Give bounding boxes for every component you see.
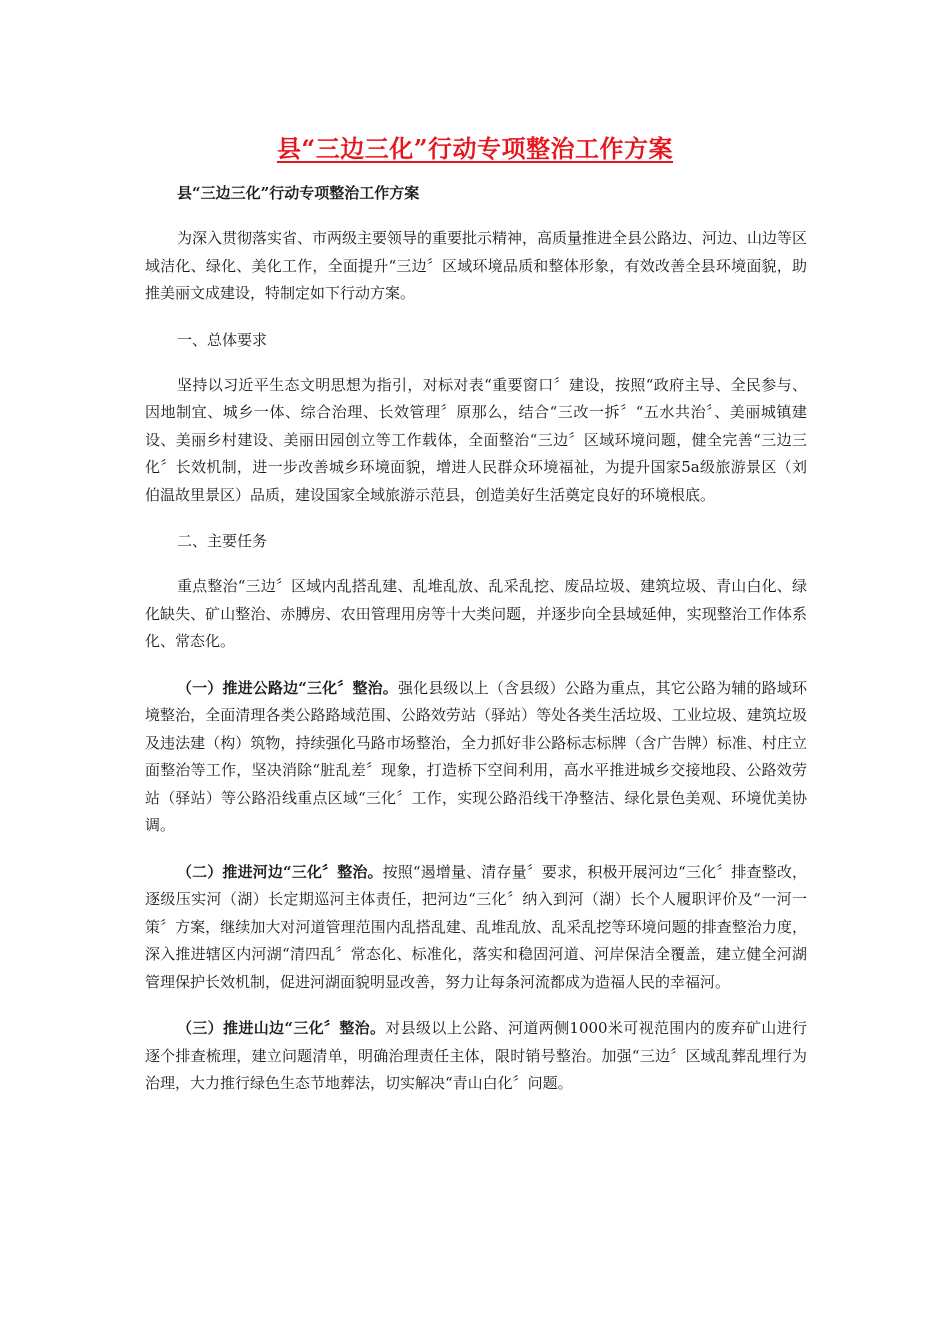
task-roadside-body: 强化县级以上（含县级）公路为重点，其它公路为辅的路域环境整治，全面清理各类公路路域范围、公路效劳站（驿站）等处各类生活垃圾、工业垃圾、建筑垃圾及违法建（构）筑物，持续强化马路市场整治，全力抓好非公路标志标牌（含广告牌）标准、村庄立面整治等工作，坚决消除“脏乱差〞现象，打造桥下空间利用，高水平推进城乡交接地段、公路效劳站（驿站）等公路沿线重点区域“三化〞工作，实现公路沿线干净整洁、绿化景色美观、环境优美协调。 bbox=[145, 678, 807, 834]
general-requirements-paragraph: 坚持以习近平生态文明思想为指引，对标对表“重要窗口〞建设，按照“政府主导、全民参与、因地制宜、城乡一体、综合治理、长效管理〞原那么，结合“三改一拆〞“五水共治〞、美丽城镇建设、美丽乡村建设、美丽田园创立等工作载体，全面整治“三边〞区域环境问题，健全完善“三边三化〞长效机制，进一步改善城乡环境面貌，增进人民群众环境福祉，为提升国家5a级旅游景区（刘伯温故里景区）品质，建设国家全域旅游示范县，创造美好生活奠定良好的环境根底。 bbox=[145, 375, 807, 504]
document-title: 县“三边三化”行动专项整治工作方案 bbox=[276, 134, 674, 163]
document-body bbox=[145, 180, 807, 1117]
task-mountainside-body: 对县级以上公路、河道两侧1000米可视范围内的废弃矿山进行逐个排查梳理，建立问题清单，明确治理责任主体，限时销号整治。加强“三边〞区域乱葬乱埋行为治理，大力推行绿色生态节地葬法，切实解决“青山白化〞问题。 bbox=[145, 1019, 807, 1092]
task-mountainside-paragraph bbox=[145, 1015, 807, 1098]
task-roadside-lead: （一）推进公路边“三化〞整治。 bbox=[177, 678, 398, 697]
task-riverside-body: 按照“遏增量、清存量〞要求，积极开展河边“三化〞排查整改，逐级压实河（湖）长定期巡河主体责任，把河边“三化〞纳入到河（湖）长个人履职评价及“一河一策〞方案，继续加大对河道管理范围内乱搭乱建、乱堆乱放、乱采乱挖等环境问题的排查整治力度，深入推进辖区内河湖“清四乱〞常态化、标准化，落实和稳固河道、河岸保洁全覆盖，建立健全河湖管理保护长效机制，促进河湖面貌明显改善，努力让每条河流都成为造福人民的幸福河。 bbox=[145, 862, 807, 991]
main-tasks-paragraph: 重点整治“三边〞区域内乱搭乱建、乱堆乱放、乱采乱挖、废品垃圾、建筑垃圾、青山白化、绿化缺失、矿山整治、赤膊房、农田管理用房等十大类问题，并逐步向全县域延伸，实现整治工作体系化、常态化。 bbox=[145, 577, 807, 650]
task-riverside-paragraph bbox=[145, 859, 807, 997]
section-heading-general-requirements: 一、总体要求 bbox=[177, 330, 268, 349]
document-subtitle: 县“三边三化”行动专项整治工作方案 bbox=[177, 184, 420, 202]
intro-paragraph: 为深入贯彻落实省、市两级主要领导的重要批示精神，高质量推进全县公路边、河边、山边等区域洁化、绿化、美化工作，全面提升“三边〞区域环境品质和整体形象，有效改善全县环境面貌，助推美丽文成建设，特制定如下行动方案。 bbox=[145, 229, 808, 302]
task-roadside-paragraph bbox=[145, 675, 807, 840]
section-heading-main-tasks: 二、主要任务 bbox=[177, 532, 268, 550]
task-mountainside-lead: （三）推进山边“三化〞整治。 bbox=[177, 1019, 386, 1037]
task-riverside-lead: （二）推进河边“三化〞整治。 bbox=[177, 862, 383, 881]
